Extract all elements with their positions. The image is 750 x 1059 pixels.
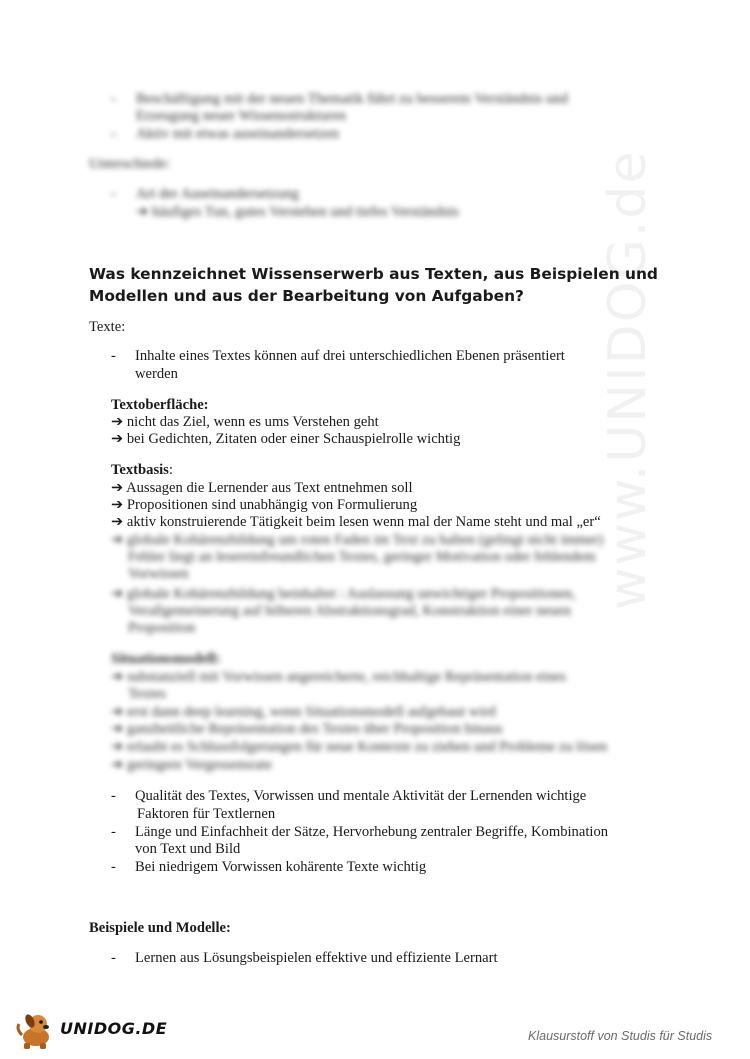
bullet-dash: - — [111, 824, 116, 840]
blurred-line: ➔ erlaubt es Schlussfolgerungen für neue Kontexte zu ziehen und Probleme zu lösen — [111, 739, 608, 755]
list-item: Qualität des Textes, Vorwissen und mentale Aktivität der Lernenden wichtige — [135, 788, 587, 804]
blurred-line: Aktiv mit etwas auseinandersetzen — [136, 126, 340, 142]
blurred-line: ➔ geringere Vergessensrate — [111, 757, 272, 773]
bullet-dash: - — [111, 91, 116, 107]
arrow-item: ➔ bei Gedichten, Zitaten oder einer Schauspielrolle wichtig — [111, 431, 461, 447]
arrow-item: ➔ nicht das Ziel, wenn es ums Verstehen geht — [111, 414, 379, 430]
subheading-beispiele: Beispiele und Modelle: — [89, 920, 231, 936]
blurred-line: ➔ substanziell mit Vorwissen angereicherte, reichhaltige Repräsentation eines — [111, 669, 567, 685]
texte-label: Texte: — [89, 319, 126, 335]
bullet-dash: - — [111, 788, 116, 804]
bullet-dash: - — [111, 859, 116, 875]
blurred-line: Vorwissen — [128, 566, 189, 582]
list-item: Inhalte eines Textes können auf drei unterschiedlichen Ebenen präsentiert — [135, 348, 565, 364]
list-item: Länge und Einfachheit der Sätze, Hervorhebung zentraler Begriffe, Kombination — [135, 824, 609, 840]
list-item: Bei niedrigem Vorwissen kohärente Texte wichtig — [135, 859, 427, 875]
blurred-line: Art der Auseinandersetzung — [136, 186, 299, 202]
list-item: Lernen aus Lösungsbeispielen effektive und effiziente Lernart — [135, 950, 498, 966]
blurred-line: Fehler liegt an lesereinfreundlichen Textes, geringer Motivation oder fehlendem — [128, 549, 596, 565]
list-item-cont: Faktoren für Textlernen — [137, 806, 276, 822]
blurred-line: ➔ ganzheitliche Repräsentation des Textes über Proposition hinaus — [111, 721, 503, 737]
blurred-label: Unterschiede: — [89, 156, 171, 172]
section-heading: Was kennzeichnet Wissenserwerb aus Texten, aus Beispielen und — [89, 265, 658, 283]
bullet-dash: - — [111, 348, 116, 364]
blurred-line: Verallgemeinerung auf höheren Abstraktionsgrad, Konstruktion einer neuen — [128, 603, 571, 619]
logo-text: UNIDOG.DE — [60, 1019, 168, 1038]
list-item-cont: von Text und Bild — [135, 841, 241, 857]
watermark: www.UNIDOG.de — [598, 149, 658, 610]
bullet-dash: - — [111, 950, 116, 966]
dog-icon — [16, 1009, 60, 1051]
subheading-textbasis: Textbasis: — [111, 462, 173, 478]
blurred-line: Textes — [128, 686, 166, 702]
unidog-logo[interactable] — [16, 1009, 168, 1051]
subheading-situationsmodell: Situationsmodell: — [111, 651, 221, 667]
list-item-cont: werden — [135, 366, 178, 382]
blurred-line: Proposition — [128, 620, 196, 636]
blurred-line: ➔ globale Kohärenzbildung um roten Faden im Text zu halten (gelingt nicht immer) — [111, 532, 604, 548]
blurred-line: Beschäftigung mit der neuen Thematik führt zu besserem Verständnis und — [136, 91, 568, 107]
arrow-item: ➔ Aussagen die Lernender aus Text entnehmen soll — [111, 480, 413, 496]
blurred-line: ➔ erst dann deep learning, wenn Situationsmodell aufgebaut wird — [111, 704, 496, 720]
blurred-line: ➔ globale Kohärenzbildung beinhaltet : Auslassung unwichtiger Propositionen, — [111, 586, 576, 602]
arrow-item: ➔ aktiv konstruierende Tätigkeit beim lesen wenn mal der Name steht und mal „er“ — [111, 514, 601, 530]
bullet-dash: - — [111, 126, 116, 142]
blurred-line: Erzeugung neuer Wissensstrukturen — [136, 108, 346, 124]
section-heading: Modellen und aus der Bearbeitung von Aufgaben? — [89, 287, 524, 305]
blurred-line: ➔ häufiges Tun, gutes Verstehen und tiefes Verständnis — [136, 204, 459, 220]
footer-tagline: Klausurstoff von Studis für Studis — [528, 1029, 713, 1043]
subheading-textoberflaeche: Textoberfläche: — [111, 397, 209, 413]
arrow-item: ➔ Propositionen sind unabhängig von Formulierung — [111, 497, 418, 513]
bullet-dash: - — [111, 186, 116, 202]
